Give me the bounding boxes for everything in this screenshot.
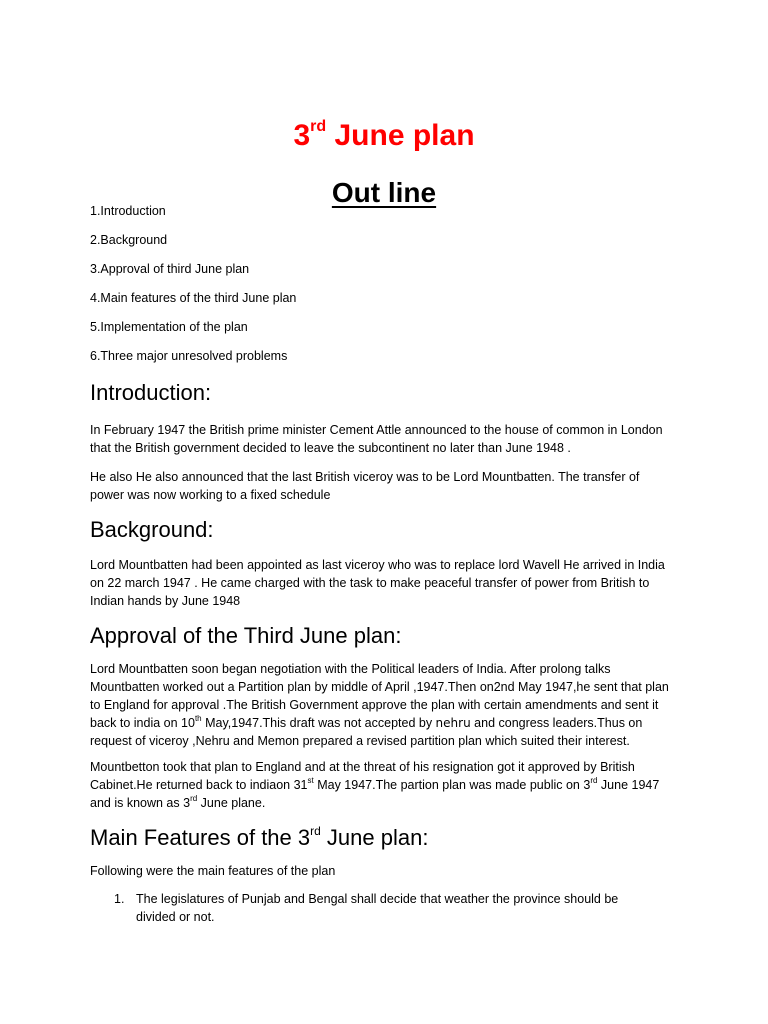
outline-heading: Out line xyxy=(331,177,437,209)
main-features-heading-a: Main Features of the 3 xyxy=(90,825,311,850)
outline-item-introduction: 1.Introduction xyxy=(90,204,166,218)
outline-item-background: 2.Background xyxy=(90,233,168,247)
approval-p1-text-c: and congress leaders.Thus on request of viceroy ,Nehru and Memon prepared a revised partition plan which suited their interest. xyxy=(90,716,643,748)
introduction-paragraph-1: In February 1947 the British prime minister Cement Attle announced to the house of common in London that the British government decided to leave the subcontinent no later than June 1948 . xyxy=(90,423,663,455)
background-heading: Background: xyxy=(90,517,214,542)
outline-item-problems: 6.Three major unresolved problems xyxy=(90,349,288,363)
list-item-text: The legislatures of Punjab and Bengal shall decide that weather the province should be divided or not. xyxy=(136,892,619,924)
list-item-number: 1. xyxy=(114,892,125,906)
approval-p2-text-a: Mountbetton took that plan to England and at the threat of his resignation got it approved by British Cabinet.He returned back to indiaon 31 xyxy=(90,760,635,792)
main-features-heading-b: June plan: xyxy=(320,825,429,850)
outline-item-approval: 3.Approval of third June plan xyxy=(90,262,250,276)
list-item xyxy=(114,890,654,926)
approval-paragraph-2 xyxy=(90,758,676,812)
main-features-heading xyxy=(90,824,428,852)
outline-item-implementation: 5.Implementation of the plan xyxy=(90,320,248,334)
approval-p2-sup-3: rd xyxy=(190,794,198,803)
outline-item-main-features: 4.Main features of the third June plan xyxy=(90,291,297,305)
approval-p2-sup-1: st xyxy=(307,776,314,785)
title-number: 3 xyxy=(293,119,311,153)
approval-p2-text-d: June plane. xyxy=(197,796,266,810)
introduction-paragraph-2: He also He also announced that the last British viceroy was to be Lord Mountbatten. The transfer of power was now working to a fixed schedule xyxy=(90,470,640,502)
introduction-heading: Introduction: xyxy=(90,380,212,405)
title-text: June plan xyxy=(326,119,475,153)
document-title xyxy=(0,116,768,156)
approval-p1-sup: th xyxy=(194,714,202,723)
main-features-intro: Following were the main features of the plan xyxy=(90,864,336,878)
approval-heading: Approval of the Third June plan: xyxy=(90,623,402,648)
approval-p2-text-c: June 1947 and is known as 3 xyxy=(90,778,660,810)
approval-p1-text-b: May,1947.This draft was not accepted by xyxy=(201,716,436,730)
approval-p2-text-b: May 1947.The partion plan was made public on 3 xyxy=(313,778,591,792)
background-paragraph: Lord Mountbatten had been appointed as last viceroy who was to replace lord Wavell He arrived in India on 22 march 1947 . He came charged with the task to make peaceful transfer of power from British to Indian hands by June 1948 xyxy=(90,558,665,608)
approval-p2-sup-2: rd xyxy=(590,776,598,785)
title-superscript: rd xyxy=(310,118,327,136)
approval-p1-text-a: Lord Mountbatten soon began negotiation with the Political leaders of India. After prolong talks Mountbatten worked out a Partition plan by middle of April ,1947.Then on2nd May 1947,he sent that plan to England for approval .The British Government approve the plan with certain amendments and sent it back to india on 10 xyxy=(90,662,669,730)
approval-p1-nehru: nehru xyxy=(435,716,471,730)
main-features-heading-sup: rd xyxy=(310,824,321,838)
approval-paragraph-1 xyxy=(90,660,676,750)
